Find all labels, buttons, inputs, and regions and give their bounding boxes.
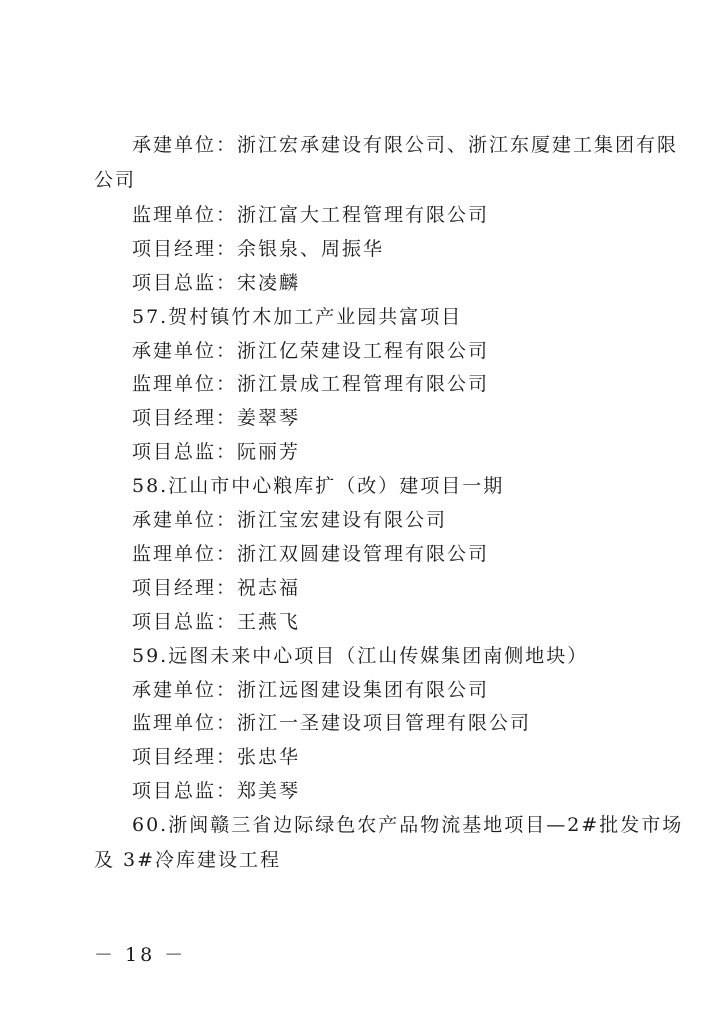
text-line: 承建单位：浙江宝宏建设有限公司 (132, 509, 448, 531)
text-line: 公司 (94, 169, 137, 191)
page-number: － 18 － (94, 944, 187, 966)
text-line: 项目经理：余银泉、周振华 (132, 238, 385, 260)
section-heading: 57.贺村镇竹木加工产业园共富项目 (132, 306, 463, 328)
text-line: 项目总监：王燕飞 (132, 611, 301, 633)
text-line: 项目经理：姜翠琴 (132, 407, 301, 429)
text-line: 项目总监：宋凌麟 (132, 272, 301, 294)
text-line: 监理单位：浙江景成工程管理有限公司 (132, 373, 490, 395)
section-heading: 60.浙闽赣三省边际绿色农产品物流基地项目—2#批发市场 (132, 814, 684, 836)
text-line: 承建单位：浙江亿荣建设工程有限公司 (132, 340, 490, 362)
text-line: 承建单位：浙江宏承建设有限公司、浙江东厦建工集团有限 (132, 134, 679, 156)
text-line: 项目总监：郑美琴 (132, 780, 301, 802)
text-line: 项目经理：张忠华 (132, 746, 301, 768)
text-line: 及 3#冷库建设工程 (94, 849, 282, 871)
text-line: 监理单位：浙江富大工程管理有限公司 (132, 204, 490, 226)
text-line: 项目经理：祝志福 (132, 577, 301, 599)
text-line: 承建单位：浙江远图建设集团有限公司 (132, 679, 490, 701)
text-line: 监理单位：浙江一圣建设项目管理有限公司 (132, 712, 532, 734)
text-line: 项目总监：阮丽芳 (132, 441, 301, 463)
section-heading: 58.江山市中心粮库扩（改）建项目一期 (132, 475, 505, 497)
text-line: 监理单位：浙江双圆建设管理有限公司 (132, 543, 490, 565)
section-heading: 59.远图未来中心项目（江山传媒集团南侧地块） (132, 645, 589, 667)
